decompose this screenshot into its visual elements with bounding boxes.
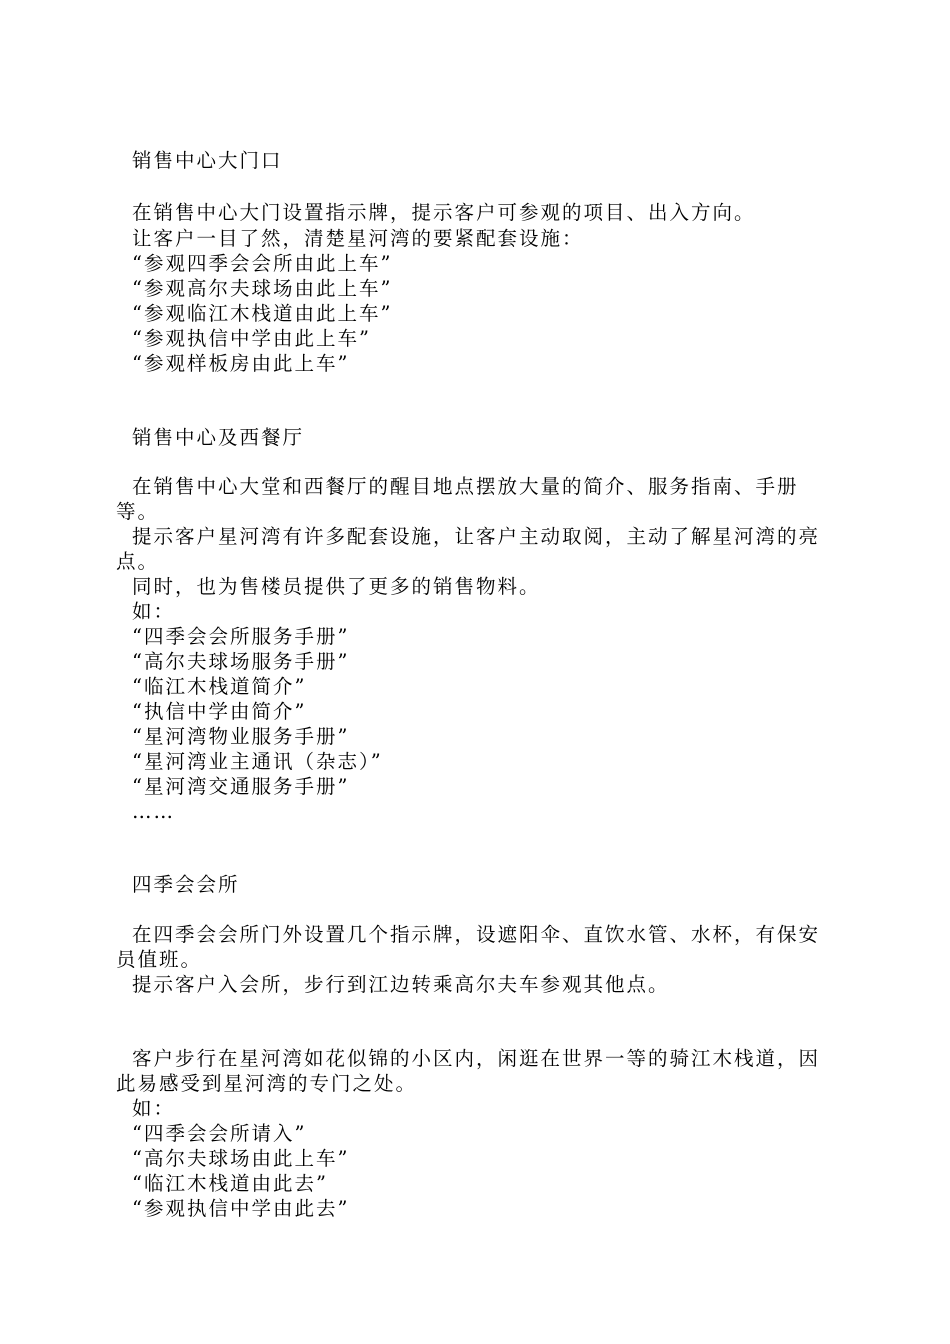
list-item: “临江木栈道简介” — [132, 675, 307, 698]
list-item: “参观高尔夫球场由此上车” — [132, 277, 393, 300]
text-line: 在销售中心大门设置指示牌，提示客户可参观的项目、出入方向。 — [132, 201, 756, 224]
text-line: 让客户一目了然，清楚星河湾的要紧配套设施： — [132, 227, 584, 250]
text-line: 如： — [132, 1097, 176, 1120]
list-item: “临江木栈道由此去” — [132, 1172, 328, 1195]
list-item: “参观执信中学由此上车” — [132, 327, 371, 350]
ellipsis: …… — [132, 800, 175, 823]
text-paragraph: 在销售中心大堂和西餐厅的醒目地点摆放大量的简介、服务指南、手册等。 — [116, 475, 799, 523]
list-item: “高尔夫球场由此上车” — [132, 1147, 350, 1170]
text-paragraph: 客户步行在星河湾如花似锦的小区内，闲逛在世界一等的骑江木栈道，因此易感受到星河湾的专门之处。 — [116, 1047, 821, 1095]
section-heading: 销售中心大门口 — [132, 149, 283, 172]
section-heading: 四季会会所 — [132, 873, 240, 896]
list-item: “四季会会所请入” — [132, 1122, 307, 1145]
text-line: 同时，也为售楼员提供了更多的销售物料。 — [132, 575, 541, 598]
list-item: “星河湾物业服务手册” — [132, 725, 350, 748]
text-paragraph: 提示客户星河湾有许多配套设施，让客户主动取阅，主动了解星河湾的亮点。 — [116, 525, 821, 573]
list-item: “参观临江木栈道由此上车” — [132, 302, 393, 325]
list-item: “星河湾业主通讯（杂志）” — [132, 750, 383, 773]
list-item: “星河湾交通服务手册” — [132, 775, 350, 798]
text-paragraph: 在四季会会所门外设置几个指示牌，设遮阳伞、直饮水管、水杯，有保安员值班。 — [116, 923, 821, 971]
list-item: “高尔夫球场服务手册” — [132, 650, 350, 673]
text-line: 提示客户入会所，步行到江边转乘高尔夫车参观其他点。 — [132, 973, 670, 996]
section-heading: 销售中心及西餐厅 — [132, 426, 305, 449]
list-item: “参观执信中学由此去” — [132, 1197, 350, 1220]
text-line: 如： — [132, 600, 176, 623]
list-item: “参观四季会会所由此上车” — [132, 252, 393, 275]
list-item: “执信中学由简介” — [132, 700, 307, 723]
list-item: “参观样板房由此上车” — [132, 352, 350, 375]
list-item: “四季会会所服务手册” — [132, 625, 350, 648]
